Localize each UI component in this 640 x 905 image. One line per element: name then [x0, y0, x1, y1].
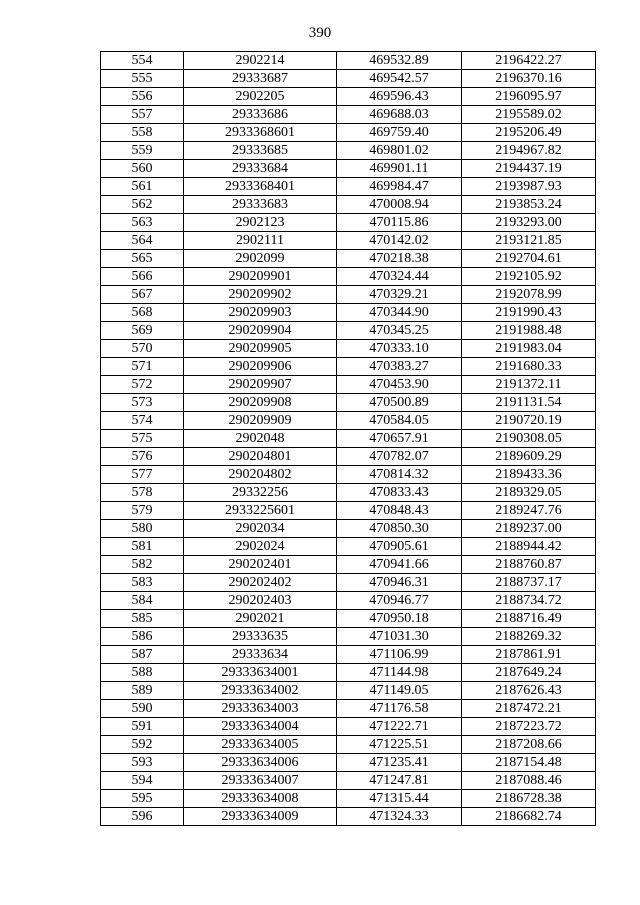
table-row	[101, 592, 596, 610]
y-coordinate-cell: 2193853.24	[462, 196, 596, 214]
point-number-cell: 561	[101, 178, 184, 196]
y-coordinate-cell: 2187649.24	[462, 664, 596, 682]
x-coordinate-cell: 469984.47	[337, 178, 462, 196]
table-row	[101, 466, 596, 484]
point-number-cell: 577	[101, 466, 184, 484]
x-coordinate-cell: 470218.38	[337, 250, 462, 268]
point-number-cell: 568	[101, 304, 184, 322]
point-number-cell: 582	[101, 556, 184, 574]
point-id-cell: 290202401	[184, 556, 337, 574]
point-id-cell: 29333685	[184, 142, 337, 160]
point-id-cell: 29333634	[184, 646, 337, 664]
table-row	[101, 664, 596, 682]
x-coordinate-cell: 471235.41	[337, 754, 462, 772]
x-coordinate-cell: 471225.51	[337, 736, 462, 754]
point-id-cell: 29333683	[184, 196, 337, 214]
x-coordinate-cell: 470848.43	[337, 502, 462, 520]
y-coordinate-cell: 2191990.43	[462, 304, 596, 322]
point-id-cell: 29333634005	[184, 736, 337, 754]
y-coordinate-cell: 2196095.97	[462, 88, 596, 106]
point-id-cell: 29333634006	[184, 754, 337, 772]
y-coordinate-cell: 2189329.05	[462, 484, 596, 502]
table-row	[101, 394, 596, 412]
x-coordinate-cell: 470453.90	[337, 376, 462, 394]
table-row	[101, 52, 596, 70]
point-number-cell: 559	[101, 142, 184, 160]
point-number-cell: 571	[101, 358, 184, 376]
x-coordinate-cell: 470850.30	[337, 520, 462, 538]
point-id-cell: 29333634008	[184, 790, 337, 808]
y-coordinate-cell: 2191131.54	[462, 394, 596, 412]
point-number-cell: 596	[101, 808, 184, 826]
point-id-cell: 29333634007	[184, 772, 337, 790]
point-id-cell: 290202403	[184, 592, 337, 610]
point-number-cell: 569	[101, 322, 184, 340]
point-number-cell: 575	[101, 430, 184, 448]
point-id-cell: 29333686	[184, 106, 337, 124]
point-number-cell: 585	[101, 610, 184, 628]
x-coordinate-cell: 469688.03	[337, 106, 462, 124]
point-id-cell: 290209908	[184, 394, 337, 412]
y-coordinate-cell: 2187223.72	[462, 718, 596, 736]
point-id-cell: 290209907	[184, 376, 337, 394]
y-coordinate-cell: 2186728.38	[462, 790, 596, 808]
point-number-cell: 594	[101, 772, 184, 790]
point-number-cell: 574	[101, 412, 184, 430]
point-id-cell: 290204801	[184, 448, 337, 466]
table-row	[101, 646, 596, 664]
point-id-cell: 2902048	[184, 430, 337, 448]
x-coordinate-cell: 470657.91	[337, 430, 462, 448]
table-row	[101, 124, 596, 142]
x-coordinate-cell: 470946.31	[337, 574, 462, 592]
point-number-cell: 570	[101, 340, 184, 358]
x-coordinate-cell: 470500.89	[337, 394, 462, 412]
point-number-cell: 580	[101, 520, 184, 538]
point-id-cell: 290209905	[184, 340, 337, 358]
y-coordinate-cell: 2191372.11	[462, 376, 596, 394]
table-row	[101, 502, 596, 520]
x-coordinate-cell: 470383.27	[337, 358, 462, 376]
point-id-cell: 2902111	[184, 232, 337, 250]
point-number-cell: 573	[101, 394, 184, 412]
point-number-cell: 589	[101, 682, 184, 700]
y-coordinate-cell: 2196422.27	[462, 52, 596, 70]
point-id-cell: 29333634003	[184, 700, 337, 718]
x-coordinate-cell: 471176.58	[337, 700, 462, 718]
y-coordinate-cell: 2187626.43	[462, 682, 596, 700]
table-row	[101, 610, 596, 628]
point-id-cell: 290209906	[184, 358, 337, 376]
point-id-cell: 2933368401	[184, 178, 337, 196]
point-id-cell: 29333634002	[184, 682, 337, 700]
point-number-cell: 558	[101, 124, 184, 142]
y-coordinate-cell: 2196370.16	[462, 70, 596, 88]
table-row	[101, 178, 596, 196]
y-coordinate-cell: 2188944.42	[462, 538, 596, 556]
y-coordinate-cell: 2191680.33	[462, 358, 596, 376]
table-row	[101, 196, 596, 214]
point-number-cell: 562	[101, 196, 184, 214]
x-coordinate-cell: 469759.40	[337, 124, 462, 142]
table-row	[101, 268, 596, 286]
y-coordinate-cell: 2189433.36	[462, 466, 596, 484]
point-number-cell: 557	[101, 106, 184, 124]
y-coordinate-cell: 2187861.91	[462, 646, 596, 664]
x-coordinate-cell: 469542.57	[337, 70, 462, 88]
point-number-cell: 564	[101, 232, 184, 250]
point-number-cell: 565	[101, 250, 184, 268]
x-coordinate-cell: 470941.66	[337, 556, 462, 574]
y-coordinate-cell: 2191983.04	[462, 340, 596, 358]
y-coordinate-cell: 2190308.05	[462, 430, 596, 448]
page-number: 390	[308, 25, 332, 41]
table-row	[101, 340, 596, 358]
point-number-cell: 590	[101, 700, 184, 718]
point-number-cell: 586	[101, 628, 184, 646]
y-coordinate-cell: 2187088.46	[462, 772, 596, 790]
point-number-cell: 591	[101, 718, 184, 736]
point-id-cell: 2902205	[184, 88, 337, 106]
y-coordinate-cell: 2192704.61	[462, 250, 596, 268]
point-id-cell: 290202402	[184, 574, 337, 592]
table-row	[101, 376, 596, 394]
y-coordinate-cell: 2195206.49	[462, 124, 596, 142]
y-coordinate-cell: 2188716.49	[462, 610, 596, 628]
table-row	[101, 772, 596, 790]
table-row	[101, 160, 596, 178]
point-number-cell: 581	[101, 538, 184, 556]
point-number-cell: 584	[101, 592, 184, 610]
table-row	[101, 754, 596, 772]
x-coordinate-cell: 470324.44	[337, 268, 462, 286]
x-coordinate-cell: 470905.61	[337, 538, 462, 556]
x-coordinate-cell: 470329.21	[337, 286, 462, 304]
x-coordinate-cell: 471247.81	[337, 772, 462, 790]
point-id-cell: 290209901	[184, 268, 337, 286]
point-id-cell: 29333634009	[184, 808, 337, 826]
table-row	[101, 142, 596, 160]
point-number-cell: 578	[101, 484, 184, 502]
point-number-cell: 560	[101, 160, 184, 178]
point-number-cell: 588	[101, 664, 184, 682]
x-coordinate-cell: 471222.71	[337, 718, 462, 736]
table-row	[101, 520, 596, 538]
point-id-cell: 29333634004	[184, 718, 337, 736]
point-number-cell: 563	[101, 214, 184, 232]
y-coordinate-cell: 2188269.32	[462, 628, 596, 646]
x-coordinate-cell: 470008.94	[337, 196, 462, 214]
point-number-cell: 567	[101, 286, 184, 304]
point-id-cell: 2902123	[184, 214, 337, 232]
point-number-cell: 595	[101, 790, 184, 808]
point-number-cell: 593	[101, 754, 184, 772]
y-coordinate-cell: 2187154.48	[462, 754, 596, 772]
table-row	[101, 214, 596, 232]
y-coordinate-cell: 2188737.17	[462, 574, 596, 592]
y-coordinate-cell: 2188734.72	[462, 592, 596, 610]
y-coordinate-cell: 2190720.19	[462, 412, 596, 430]
point-id-cell: 2902021	[184, 610, 337, 628]
x-coordinate-cell: 470946.77	[337, 592, 462, 610]
table-row	[101, 430, 596, 448]
y-coordinate-cell: 2193121.85	[462, 232, 596, 250]
x-coordinate-cell: 471144.98	[337, 664, 462, 682]
y-coordinate-cell: 2189609.29	[462, 448, 596, 466]
x-coordinate-cell: 470115.86	[337, 214, 462, 232]
x-coordinate-cell: 470333.10	[337, 340, 462, 358]
table-row	[101, 322, 596, 340]
y-coordinate-cell: 2191988.48	[462, 322, 596, 340]
table-row	[101, 358, 596, 376]
table-row	[101, 448, 596, 466]
table-row	[101, 574, 596, 592]
y-coordinate-cell: 2192105.92	[462, 268, 596, 286]
point-id-cell: 29333687	[184, 70, 337, 88]
table-row	[101, 790, 596, 808]
y-coordinate-cell: 2186682.74	[462, 808, 596, 826]
point-id-cell: 29333635	[184, 628, 337, 646]
y-coordinate-cell: 2194437.19	[462, 160, 596, 178]
point-number-cell: 583	[101, 574, 184, 592]
y-coordinate-cell: 2194967.82	[462, 142, 596, 160]
x-coordinate-cell: 469532.89	[337, 52, 462, 70]
point-id-cell: 29332256	[184, 484, 337, 502]
table-row	[101, 286, 596, 304]
y-coordinate-cell: 2188760.87	[462, 556, 596, 574]
point-id-cell: 2902214	[184, 52, 337, 70]
y-coordinate-cell: 2189247.76	[462, 502, 596, 520]
table-row	[101, 250, 596, 268]
y-coordinate-cell: 2193987.93	[462, 178, 596, 196]
table-row	[101, 106, 596, 124]
x-coordinate-cell: 470345.25	[337, 322, 462, 340]
y-coordinate-cell: 2187472.21	[462, 700, 596, 718]
x-coordinate-cell: 471324.33	[337, 808, 462, 826]
point-id-cell: 290209903	[184, 304, 337, 322]
x-coordinate-cell: 470142.02	[337, 232, 462, 250]
table-row	[101, 700, 596, 718]
x-coordinate-cell: 469901.11	[337, 160, 462, 178]
point-id-cell: 29333634001	[184, 664, 337, 682]
point-number-cell: 555	[101, 70, 184, 88]
y-coordinate-cell: 2193293.00	[462, 214, 596, 232]
x-coordinate-cell: 469596.43	[337, 88, 462, 106]
point-number-cell: 587	[101, 646, 184, 664]
table-row	[101, 736, 596, 754]
y-coordinate-cell: 2189237.00	[462, 520, 596, 538]
point-number-cell: 576	[101, 448, 184, 466]
table-row	[101, 412, 596, 430]
point-id-cell: 2933368601	[184, 124, 337, 142]
table-row	[101, 628, 596, 646]
x-coordinate-cell: 470833.43	[337, 484, 462, 502]
point-id-cell: 290209902	[184, 286, 337, 304]
point-id-cell: 2933225601	[184, 502, 337, 520]
point-number-cell: 579	[101, 502, 184, 520]
point-id-cell: 290204802	[184, 466, 337, 484]
y-coordinate-cell: 2187208.66	[462, 736, 596, 754]
point-number-cell: 592	[101, 736, 184, 754]
coordinates-table	[100, 51, 596, 826]
table-row	[101, 304, 596, 322]
x-coordinate-cell: 470584.05	[337, 412, 462, 430]
coordinates-table-body	[101, 52, 596, 826]
point-id-cell: 290209904	[184, 322, 337, 340]
point-number-cell: 556	[101, 88, 184, 106]
x-coordinate-cell: 471315.44	[337, 790, 462, 808]
table-row	[101, 232, 596, 250]
table-row	[101, 808, 596, 826]
point-id-cell: 29333684	[184, 160, 337, 178]
point-id-cell: 290209909	[184, 412, 337, 430]
y-coordinate-cell: 2195589.02	[462, 106, 596, 124]
y-coordinate-cell: 2192078.99	[462, 286, 596, 304]
point-id-cell: 2902024	[184, 538, 337, 556]
table-row	[101, 718, 596, 736]
table-row	[101, 88, 596, 106]
x-coordinate-cell: 471031.30	[337, 628, 462, 646]
point-id-cell: 2902034	[184, 520, 337, 538]
x-coordinate-cell: 470782.07	[337, 448, 462, 466]
table-row	[101, 682, 596, 700]
point-number-cell: 554	[101, 52, 184, 70]
x-coordinate-cell: 470344.90	[337, 304, 462, 322]
point-id-cell: 2902099	[184, 250, 337, 268]
table-row	[101, 70, 596, 88]
x-coordinate-cell: 471149.05	[337, 682, 462, 700]
point-number-cell: 572	[101, 376, 184, 394]
x-coordinate-cell: 469801.02	[337, 142, 462, 160]
table-row	[101, 484, 596, 502]
table-row	[101, 538, 596, 556]
table-row	[101, 556, 596, 574]
point-number-cell: 566	[101, 268, 184, 286]
x-coordinate-cell: 470950.18	[337, 610, 462, 628]
x-coordinate-cell: 471106.99	[337, 646, 462, 664]
x-coordinate-cell: 470814.32	[337, 466, 462, 484]
